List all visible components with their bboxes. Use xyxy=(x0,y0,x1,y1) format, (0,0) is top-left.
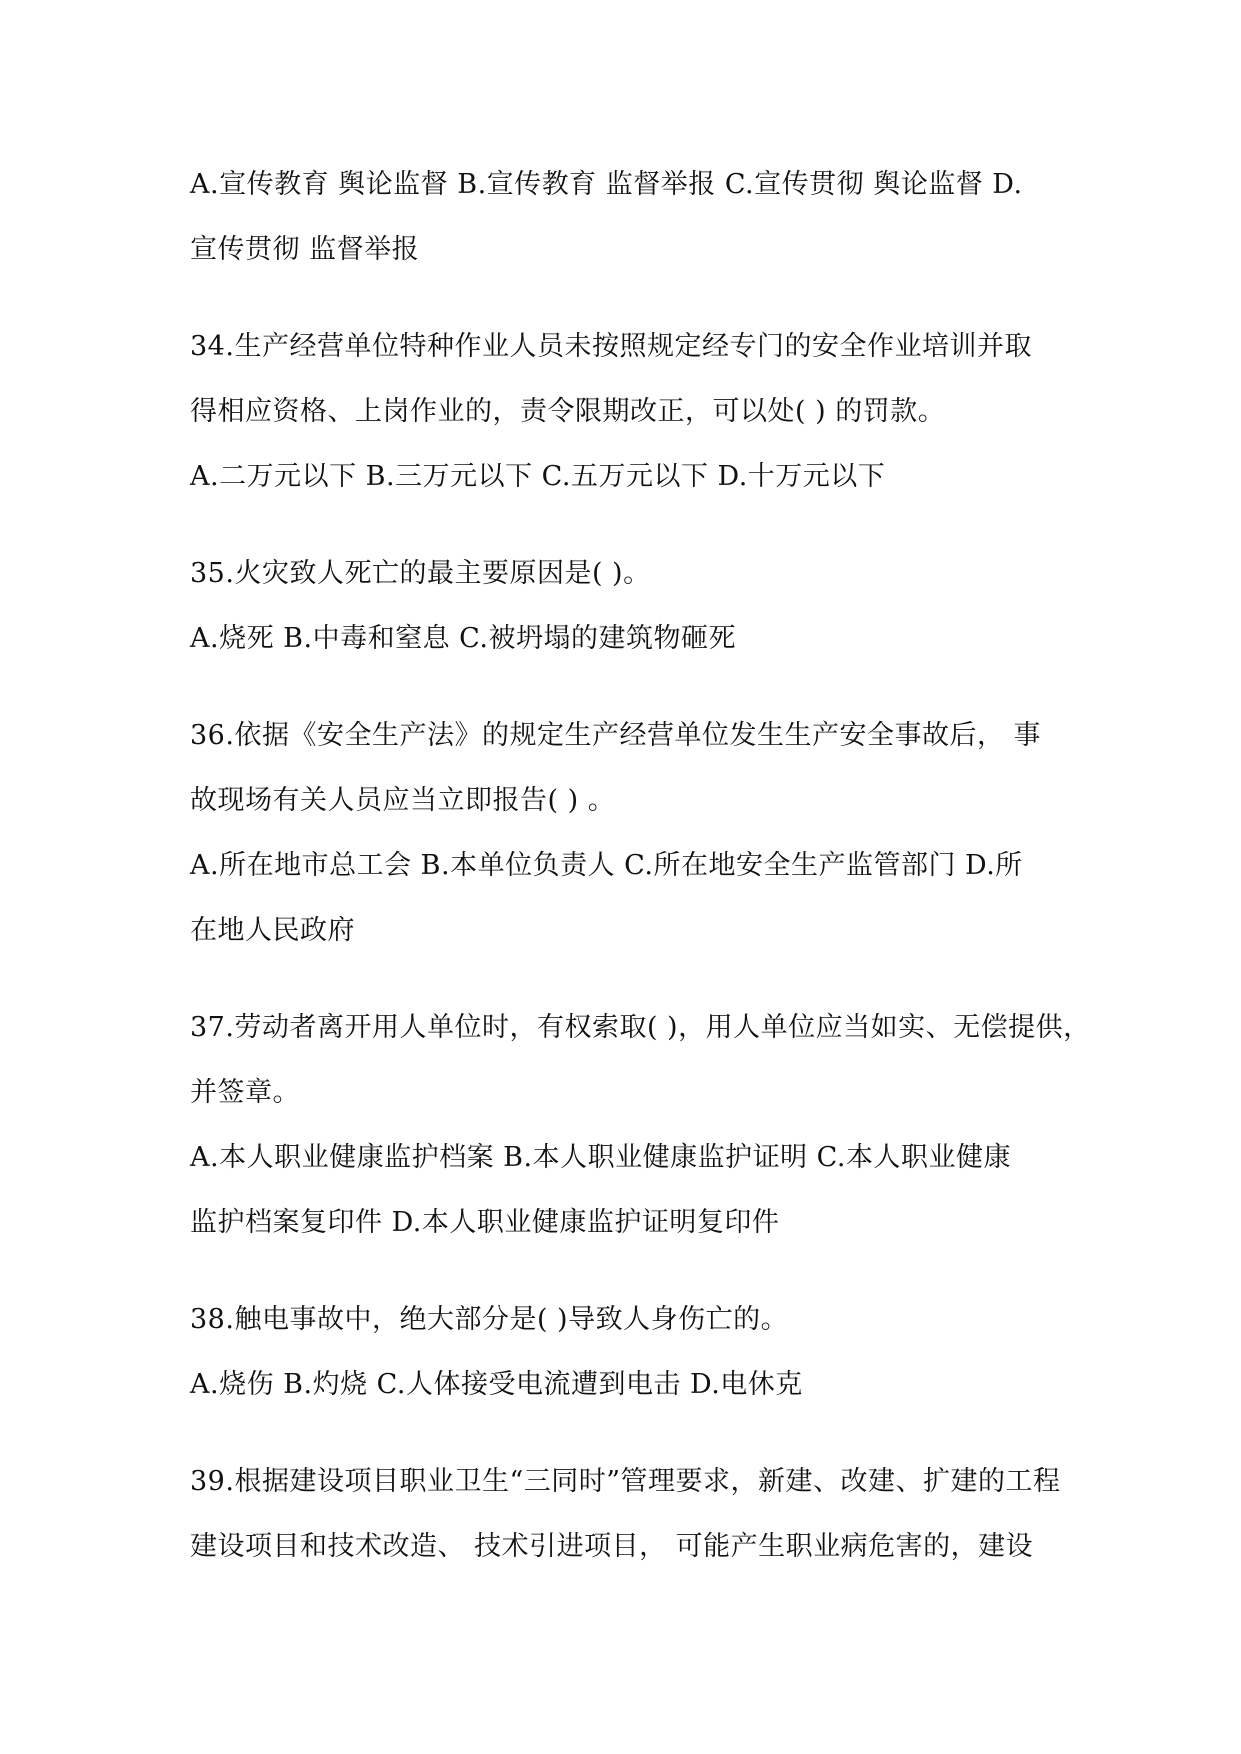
question-39 xyxy=(190,1449,1061,1579)
question-text: 37.劳动者离开用人单位时，有权索取( )，用人单位应当如实、无偿提供， xyxy=(190,1012,1091,1043)
question-options: 在地人民政府 xyxy=(190,915,355,946)
question-options: A.烧伤 B.灼烧 C.人体接受电流遭到电击 D.电休克 xyxy=(190,1369,803,1400)
text-line: A.宣传教育 舆论监督 B.宣传教育 监督举报 C.宣传贯彻 舆论监督 D. xyxy=(190,169,1023,200)
question-options: A.本人职业健康监护档案 B.本人职业健康监护证明 C.本人职业健康 xyxy=(190,1142,1011,1173)
question-text: 34.生产经营单位特种作业人员未按照规定经专门的安全作业培训并取 xyxy=(190,331,1032,362)
question-text: 39.根据建设项目职业卫生“三同时”管理要求，新建、改建、扩建的工程 xyxy=(190,1466,1061,1497)
question-37 xyxy=(190,995,1091,1255)
question-options: A.所在地市总工会 B.本单位负责人 C.所在地安全生产监管部门 D.所 xyxy=(190,850,1023,881)
question-text: 36.依据《安全生产法》的规定生产经营单位发生生产安全事故后， 事 xyxy=(190,720,1042,751)
question-38 xyxy=(190,1287,1052,1417)
question-36 xyxy=(190,703,1052,963)
question-text: 建设项目和技术改造、 技术引进项目， 可能产生职业病危害的，建设 xyxy=(190,1531,1034,1562)
question-options: 监护档案复印件 D.本人职业健康监护证明复印件 xyxy=(190,1207,780,1238)
question-text: 故现场有关人员应当立即报告( ) 。 xyxy=(190,785,616,816)
question-34 xyxy=(190,314,1052,509)
question-text: 38.触电事故中，绝大部分是( )导致人身伤亡的。 xyxy=(190,1304,789,1335)
question-33-options xyxy=(190,152,1052,282)
question-options: A.二万元以下 B.三万元以下 C.五万元以下 D.十万元以下 xyxy=(190,461,886,492)
text-line: 宣传贯彻 监督举报 xyxy=(190,234,420,265)
question-text: 得相应资格、上岗作业的，责令限期改正，可以处( ) 的罚款。 xyxy=(190,396,946,427)
question-text: 并签章。 xyxy=(190,1077,300,1108)
question-35 xyxy=(190,541,1052,671)
question-text: 35.火灾致人死亡的最主要原因是( )。 xyxy=(190,558,651,589)
document-page xyxy=(190,152,1091,1579)
question-options: A.烧死 B.中毒和窒息 C.被坍塌的建筑物砸死 xyxy=(190,623,736,654)
